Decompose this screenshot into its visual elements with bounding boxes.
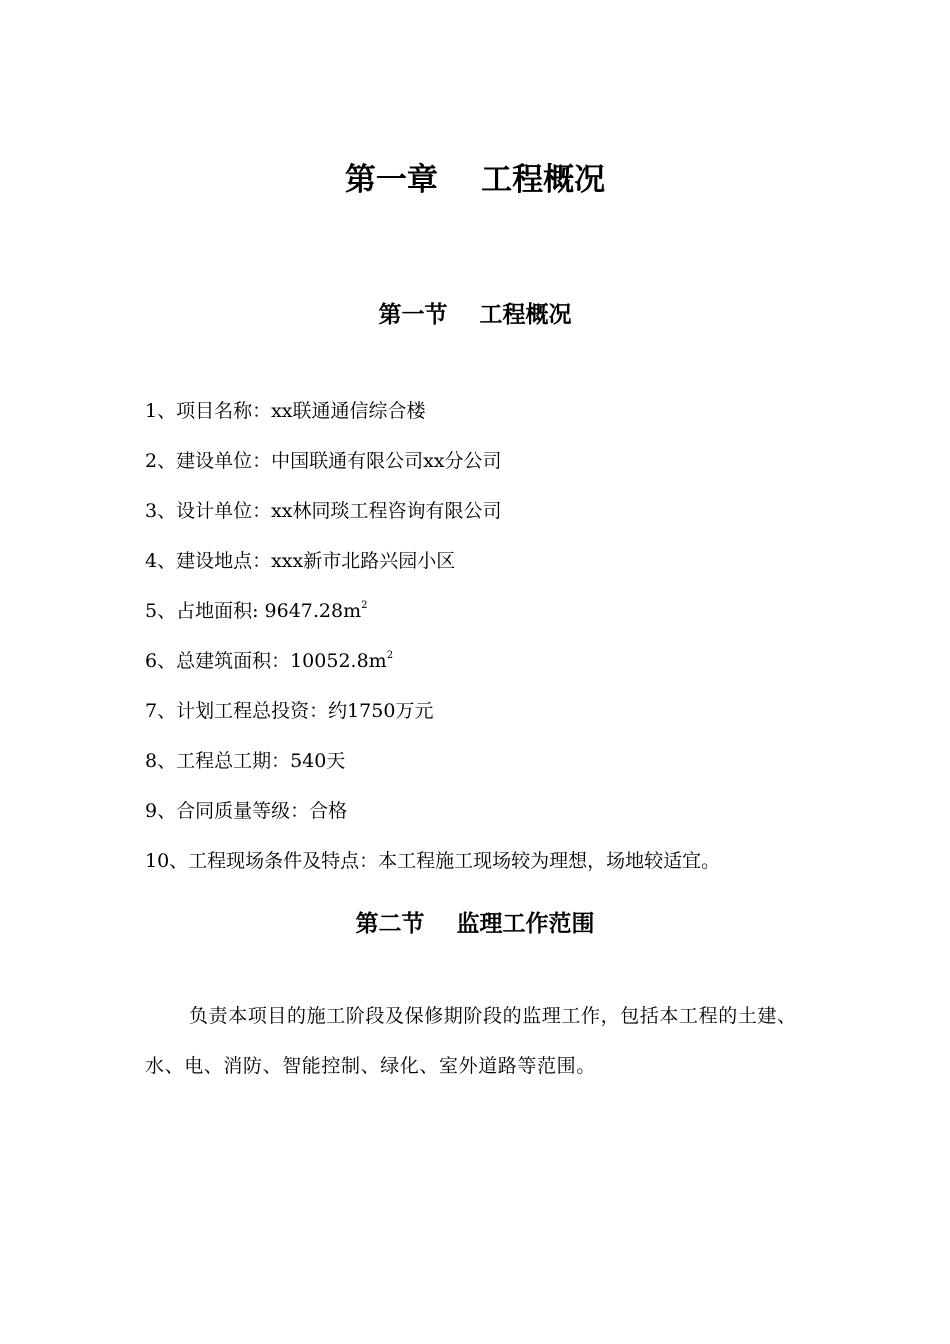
item-text: 4、建设地点：xxx新市北路兴园小区 (145, 550, 456, 572)
item-text: 2、建设单位：中国联通有限公司xx分公司 (145, 450, 502, 472)
project-info-list (145, 386, 825, 886)
list-item (145, 736, 825, 786)
list-item (145, 786, 825, 836)
list-item (145, 636, 825, 686)
item-text: 9、合同质量等级：合格 (145, 800, 348, 822)
list-item (145, 486, 825, 536)
section-title-scope: 第二节 监理工作范围 (355, 911, 595, 937)
list-item (145, 836, 825, 886)
scope-paragraph: 负责本项目的施工阶段及保修期阶段的监理工作，包括本工程的土建、水、电、消防、智能控制、绿化、室外道路等范围。 (145, 1005, 797, 1077)
item-text: 10、工程现场条件及特点：本工程施工现场较为理想，场地较适宜。 (145, 850, 721, 872)
superscript: 2 (386, 650, 394, 661)
list-item (145, 536, 825, 586)
chapter-title: 第一章 工程概况 (344, 162, 606, 198)
item-text: 8、工程总工期：540天 (145, 750, 346, 772)
list-item (145, 436, 825, 486)
superscript: 2 (361, 600, 368, 611)
item-text: 6、总建筑面积：10052.8m (145, 650, 387, 672)
list-item (145, 386, 825, 436)
item-text: 5、占地面积: 9647.28m (145, 600, 362, 622)
item-text: 3、设计单位：xx林同琰工程咨询有限公司 (145, 500, 502, 522)
item-text: 1、项目名称：xx联通通信综合楼 (145, 400, 426, 422)
item-text: 7、计划工程总投资：约1750万元 (145, 700, 434, 722)
list-item (145, 586, 825, 636)
section-title-overview: 第一节 工程概况 (378, 302, 572, 328)
list-item (145, 686, 825, 736)
